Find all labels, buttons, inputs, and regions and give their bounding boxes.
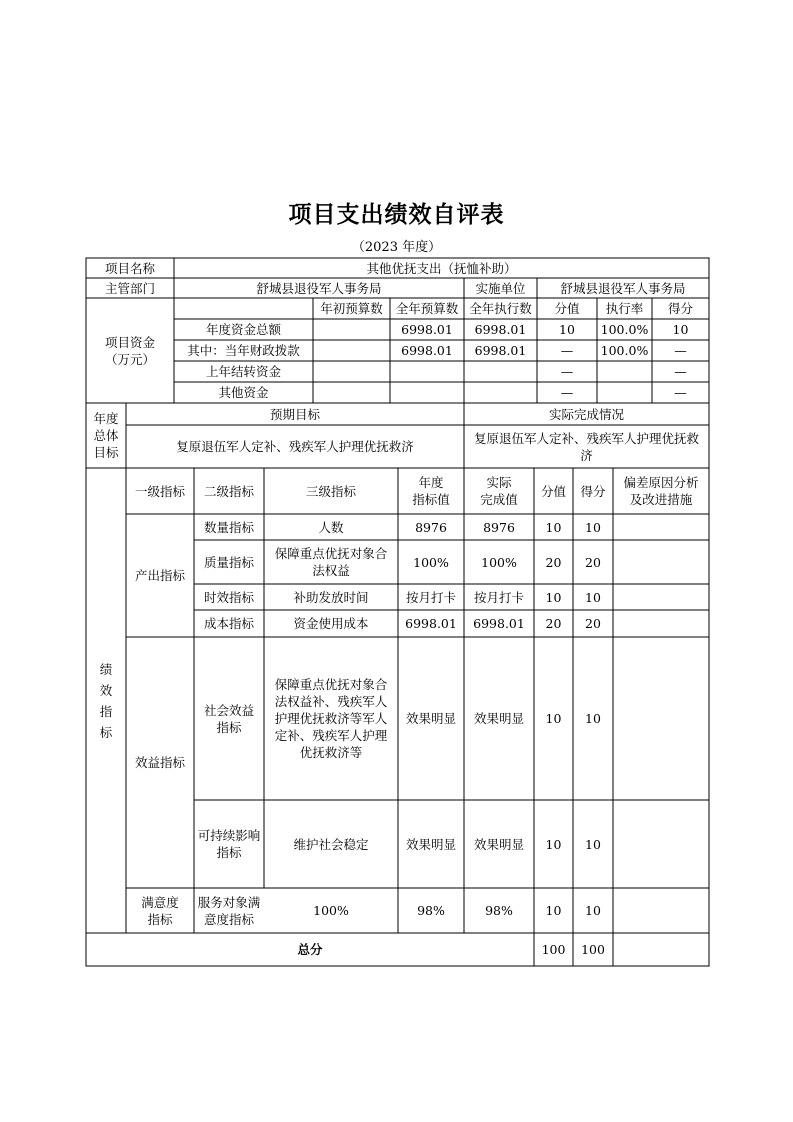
indicator-target: 效果明显 bbox=[405, 711, 456, 726]
indicator-weight: 10 bbox=[545, 836, 562, 852]
funds-row-weight: 10 bbox=[559, 322, 575, 337]
funds-header-annual: 全年预算数 bbox=[395, 301, 459, 316]
funds-row-initial bbox=[313, 319, 390, 340]
indicator-weight: 10 bbox=[545, 519, 562, 535]
indicator-level3: 100% bbox=[313, 903, 349, 918]
year-subtitle: （2023 年度） bbox=[351, 240, 442, 255]
funds-header-initial: 年初预算数 bbox=[320, 301, 383, 316]
indicator-level3: 资金使用成本 bbox=[293, 616, 369, 631]
indicator-weight: 20 bbox=[545, 554, 562, 570]
perf-header-level3: 三级指标 bbox=[305, 483, 356, 499]
indicator-level2: 质量指标 bbox=[203, 554, 254, 570]
indicator-level2: 可持续影响 指标 bbox=[197, 828, 261, 860]
funds-header-rate: 执行率 bbox=[605, 301, 644, 316]
funds-label: 项目资金 （万元） bbox=[104, 334, 155, 367]
goal-expected-value: 复原退伍军人定补、残疾军人护理优抚救济 bbox=[176, 439, 414, 454]
indicator-level2: 数量指标 bbox=[203, 519, 254, 535]
indicator-level3: 保障重点优抚对象合 法权益 bbox=[274, 546, 388, 578]
funds-row-annual bbox=[390, 382, 464, 403]
project-name-value: 其他优抚支出（抚恤补助） bbox=[366, 260, 517, 276]
funds-row-initial bbox=[313, 382, 390, 403]
funds-row-score: 10 bbox=[672, 322, 689, 337]
output-indicator-label: 产出指标 bbox=[134, 568, 185, 583]
indicator-actual: 效果明显 bbox=[473, 711, 524, 726]
indicator-score: 10 bbox=[585, 519, 601, 535]
impl-value: 舒城县退役军人事务局 bbox=[560, 280, 686, 296]
indicator-score: 20 bbox=[585, 554, 601, 570]
dept-value: 舒城县退役军人事务局 bbox=[256, 280, 382, 296]
funds-row-name: 上年结转资金 bbox=[205, 364, 281, 379]
indicator-weight: 10 bbox=[545, 711, 562, 726]
goal-actual-value: 复原退伍军人定补、残疾军人护理优抚救 济 bbox=[473, 430, 699, 463]
page-title: 项目支出绩效自评表 bbox=[288, 202, 505, 228]
total-score: 100 bbox=[581, 942, 605, 957]
indicator-actual: 98% bbox=[485, 903, 513, 918]
indicator-level3: 人数 bbox=[318, 519, 344, 535]
indicator-target: 100% bbox=[413, 554, 449, 570]
goal-actual-label: 实际完成情况 bbox=[548, 406, 624, 422]
funds-row-name: 年度资金总额 bbox=[205, 322, 281, 337]
funds-row-weight: — bbox=[560, 343, 574, 358]
indicator-weight: 20 bbox=[545, 616, 562, 631]
funds-row-weight: — bbox=[560, 385, 574, 400]
indicator-actual: 效果明显 bbox=[473, 836, 524, 852]
indicator-target: 6998.01 bbox=[405, 616, 457, 631]
indicator-score: 20 bbox=[585, 616, 601, 631]
indicator-score: 10 bbox=[585, 589, 601, 605]
impl-label: 实施单位 bbox=[475, 280, 526, 296]
indicator-weight: 10 bbox=[545, 589, 562, 605]
satisfaction-indicator-label: 满意度 指标 bbox=[141, 894, 179, 927]
indicator-level2: 服务对象满 意度指标 bbox=[197, 894, 261, 927]
funds-row-executed: 6998.01 bbox=[474, 322, 527, 337]
indicator-score: 10 bbox=[585, 836, 601, 852]
funds-header-executed: 全年执行数 bbox=[469, 301, 532, 316]
funds-row-name: 其他资金 bbox=[218, 385, 269, 400]
dept-label: 主管部门 bbox=[104, 280, 155, 296]
funds-header-weight: 分值 bbox=[554, 301, 580, 316]
indicator-level3: 保障重点优抚对象合 法权益补、残疾军人 护理优抚救济等军人 定补、残疾军人护理 优抚救济等 bbox=[274, 677, 388, 760]
project-name-label: 项目名称 bbox=[104, 260, 155, 276]
indicator-level2: 成本指标 bbox=[203, 616, 254, 631]
indicator-weight: 10 bbox=[545, 903, 562, 918]
indicator-actual: 8976 bbox=[483, 519, 515, 535]
funds-row-rate bbox=[597, 361, 652, 382]
indicator-level3: 补助发放时间 bbox=[293, 589, 369, 605]
funds-row-rate: 100.0% bbox=[600, 322, 649, 337]
funds-row-annual bbox=[390, 361, 464, 382]
funds-row-score: — bbox=[674, 364, 687, 379]
funds-row-executed: 6998.01 bbox=[474, 343, 527, 358]
perf-label: 绩 效 指 标 bbox=[99, 661, 113, 740]
goal-label: 年度 总体 目标 bbox=[93, 411, 119, 460]
funds-row-executed bbox=[464, 382, 537, 403]
perf-header-level2: 二级指标 bbox=[203, 483, 254, 499]
funds-row-annual: 6998.01 bbox=[401, 322, 453, 337]
indicator-score: 10 bbox=[585, 903, 601, 918]
funds-row-rate bbox=[597, 382, 652, 403]
perf-header-score: 得分 bbox=[580, 483, 606, 499]
indicator-target: 8976 bbox=[415, 519, 447, 535]
indicator-target: 98% bbox=[417, 903, 445, 918]
funds-row-initial bbox=[313, 361, 390, 382]
funds-row-initial bbox=[313, 340, 390, 361]
indicator-level2: 时效指标 bbox=[203, 589, 254, 605]
funds-header-score: 得分 bbox=[667, 301, 693, 316]
perf-header-deviation: 偏差原因分析 及改进措施 bbox=[623, 475, 699, 507]
benefit-indicator-label: 效益指标 bbox=[134, 755, 185, 770]
goal-expected-label: 预期目标 bbox=[269, 406, 320, 422]
funds-row-rate: 100.0% bbox=[600, 343, 649, 358]
funds-row-name: 其中：当年财政拨款 bbox=[187, 343, 300, 358]
perf-header-target: 年度 指标值 bbox=[412, 475, 450, 507]
indicator-actual: 6998.01 bbox=[473, 616, 525, 631]
perf-header-actual: 实际 完成值 bbox=[480, 475, 518, 507]
total-label: 总分 bbox=[297, 942, 323, 957]
funds-row-score: — bbox=[674, 343, 687, 358]
indicator-level3: 维护社会稳定 bbox=[293, 836, 369, 852]
funds-row-executed bbox=[464, 361, 537, 382]
indicator-target: 按月打卡 bbox=[405, 589, 456, 605]
total-weight: 100 bbox=[541, 942, 566, 957]
indicator-actual: 按月打卡 bbox=[473, 589, 524, 605]
funds-row-annual: 6998.01 bbox=[401, 343, 453, 358]
indicator-score: 10 bbox=[585, 711, 601, 726]
funds-row-score: — bbox=[674, 385, 687, 400]
perf-header-weight: 分值 bbox=[540, 483, 566, 499]
indicator-actual: 100% bbox=[481, 554, 517, 570]
perf-header-level1: 一级指标 bbox=[134, 483, 185, 499]
funds-row-weight: — bbox=[560, 364, 574, 379]
indicator-level2: 社会效益 指标 bbox=[203, 702, 254, 735]
indicator-target: 效果明显 bbox=[405, 836, 456, 852]
